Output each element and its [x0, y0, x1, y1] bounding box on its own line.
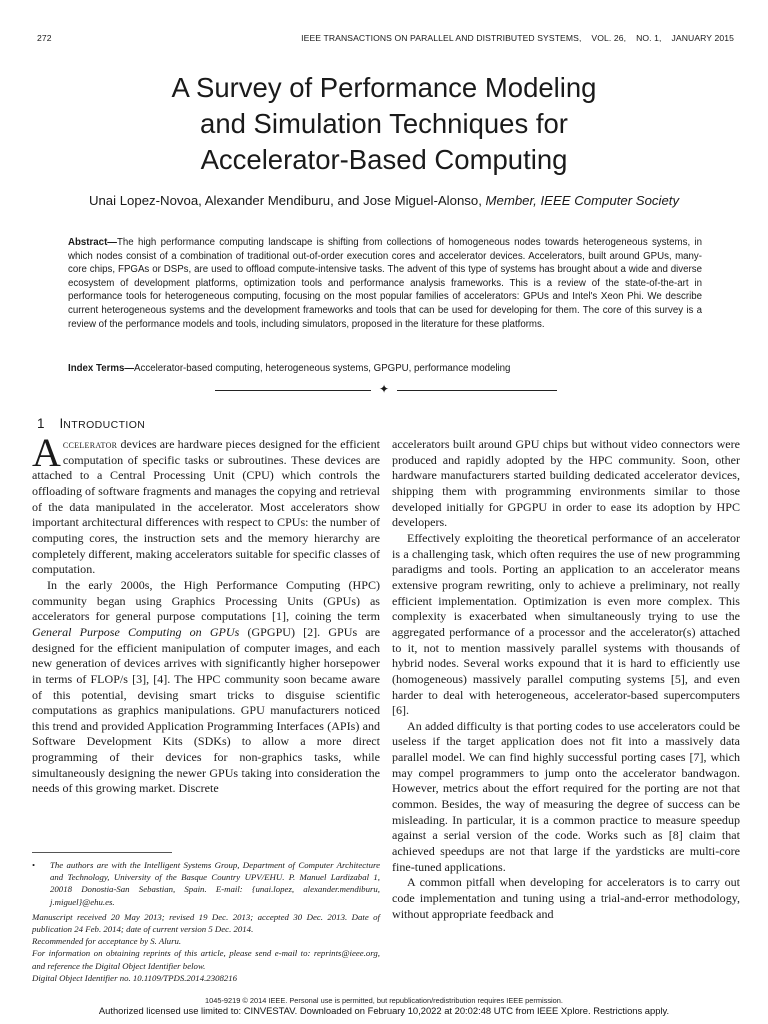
intro-paragraph-6: A common pitfall when developing for accelerators is to carry out code implementation and tuning using a trial-and-error methodology, without appropriate feedback and: [392, 875, 740, 921]
section-title-rest: NTRODUCTION: [63, 419, 146, 431]
volume: VOL. 26,: [591, 33, 627, 43]
title-line: and Simulation Techniques for: [200, 108, 568, 139]
intro-paragraph-2: [32, 578, 380, 797]
separator-rule-right: [397, 390, 557, 391]
author-footnote-text: The authors are with the Intelligent Systems Group, Department of Computer Architecture and Technology, University of the Basque Country UPV/EHU. P. Manuel Lardizabal 1, 20018 Donostia-San Sebastian, Spain. E-mail: {unai.lopez, alexander.mendiburu, j.miguel}@ehu.es.: [50, 860, 380, 907]
reprints-note: For information on obtaining reprints of this article, please send e-mail to: reprints@ieee.org, and reference the Digital Object Identifier below.: [32, 948, 380, 971]
recommendation-note: Recommended for acceptance by S. Aluru.: [32, 936, 182, 947]
author-names: Unai Lopez-Novoa, Alexander Mendiburu, and Jose Miguel-Alonso,: [88, 193, 482, 208]
doi-note: Digital Object Identifier no. 10.1109/TPDS.2014.2308216: [32, 972, 238, 983]
intro-paragraph-4: Effectively exploiting the theoretical performance of an accelerator is a challenging task, which often requires the use of new programming paradigms and tools. Porting an application to an accelerator means extensive program rewriting, only to achieve a preliminary, not really efficient implementation. Optimization is even more complex. This complexity is exacerbated when simultaneously trying to use the aggregated performance of a processor and the accelerator(s) attached to it, not to mention massively parallel systems with thousands of hybrid nodes. Several works expound that it is hard to efficiently use (homogeneous) massively parallel computing systems [5], and even harder to deal with heterogeneous, accelerator-based supercomputers [6].: [392, 530, 740, 718]
separator-rule-left: [215, 390, 371, 391]
small-caps-word: ccelerator: [62, 437, 118, 451]
issue: NO. 1,: [636, 33, 662, 43]
paragraph-text: In the early 2000s, the High Performance Computing (HPC) community began using Graphics Processing Units (GPUs) as accelerators for general purpose computations [1], coining the term: [32, 577, 380, 624]
intro-paragraph-3: accelerators built around GPU chips but without video connectors were produced and rapidly adopted by the HPC community. Soon, other hardware manufacturers started building dedicated accelerator devices, shipping them with programming environments similar to those developed initially for GPGPU in order to ease its adoption by HPC developers.: [392, 437, 740, 530]
running-header: [301, 33, 734, 43]
footnote-rule: [32, 852, 172, 853]
paragraph-text: devices are hardware pieces designed for the efficient computation of specific tasks or subroutines. These devices are attached to a Central Processing Unit (CPU) which controls the offloading of software fragments and manages the copying and retrieval of the data manipulated in the accelerator. Most accelerators show important architectural differences with respect to CPUs: the number of computing cores, the instruction sets and the memory hierarchy are completely different, making accelerators suitable for specific classes of computation.: [32, 437, 380, 577]
index-terms: [68, 362, 702, 376]
abstract-label: Abstract—: [68, 237, 117, 248]
author-line: [0, 193, 768, 208]
license-notice: Authorized licensed use limited to: CINVESTAV. Downloaded on February 10,2022 at 20:02:48 UTC from IEEE Xplore. Restrictions apply.: [98, 1005, 670, 1016]
page-number: 272: [37, 33, 52, 43]
right-column: [392, 437, 740, 922]
manuscript-note: Manuscript received 20 May 2013; revised 19 Dec. 2013; accepted 30 Dec. 2013. Date of publication 24 Feb. 2014; date of current version 5 Dec. 2014.: [32, 911, 380, 935]
intro-paragraph-5: An added difficulty is that porting codes to use accelerators could be useless if the target application does not fit into a massively data parallel model. We can find highly successful porting cases [7], which may compel programmers to jump onto the accelerator bandwagon. However, metrics about the effort required for the porting are not that common. Besides, the way of measuring the degree of success can be misleading. In particular, it is a common practice to measure speedup against a serial version of the code. Works such as [8] claim that achieved speedups are not that large if the yardsticks are multi-core fine-tuned applications.: [392, 718, 740, 874]
copyright-notice: 1045-9219 © 2014 IEEE. Personal use is permitted, but republication/redistribution requires IEEE permission.: [205, 996, 563, 1005]
footnotes: [32, 859, 380, 984]
left-column: [32, 430, 380, 797]
separator-glyph: ✦: [378, 382, 390, 396]
footnote-bullet: •: [32, 860, 36, 870]
section-title-initial: I: [59, 416, 64, 431]
paragraph-text: (GPGPU) [2]. GPUs are designed for the efficient manipulation of computer images, and each new generation of devices arrives with significantly higher horsepower in terms of FLOP/s [3], [4]. The HPC community soon became aware of this potential, devising smart tricks to disguise scientific computations as graphics manipulations. GPU manufacturers noticed this trend and provided Application Programming Interfaces (APIs) and Software Development Kits (SDKs) to allow a more direct programming of their devices for non-graphics tasks, while simultaneously designing the newer GPUs taking into consideration the needs of this growing market. Discrete: [32, 624, 380, 796]
index-terms-text: Accelerator-based computing, heterogeneous systems, GPGPU, performance modeling: [134, 363, 511, 374]
section-heading: [37, 416, 145, 431]
author-footnote: [32, 859, 380, 908]
journal-name: IEEE TRANSACTIONS ON PARALLEL AND DISTRIBUTED SYSTEMS,: [301, 33, 582, 43]
title-line: A Survey of Performance Modeling: [171, 72, 597, 103]
index-terms-label: Index Terms—: [68, 363, 135, 374]
paper-title: [0, 70, 768, 178]
abstract-text: The high performance computing landscape is shifting from collections of homogeneous nodes towards heterogeneous systems, in which nodes consist of a combination of traditional out-of-order execution cores and accelerator devices. Accelerators, built around GPUs, many-core chips, FPGAs or DSPs, are used to offload compute-intensive tasks. The advent of this type of systems has brought about a wide and diverse ecosystem of development platforms, optimization tools and performance analysis frameworks. This is a review of the state-of-the-art in performance tools for heterogeneous computing, focusing on the most popular families of accelerators: GPUs and Intel's Xeon Phi. We describe current heterogeneous systems and the development frameworks and tools that can be used for developing for them. The core of this survey is a review of the performance models and tools, including simulators, proposed in the literature for these platforms.: [68, 237, 702, 330]
abstract: [68, 236, 702, 331]
drop-cap: A: [32, 430, 61, 475]
italic-term: General Purpose Computing on GPUs: [32, 624, 240, 639]
section-number: 1: [37, 416, 45, 431]
title-line: Accelerator-Based Computing: [200, 144, 568, 175]
author-membership: Member, IEEE Computer Society: [485, 193, 680, 208]
issue-date: JANUARY 2015: [671, 33, 734, 43]
intro-paragraph-1: [32, 430, 380, 578]
